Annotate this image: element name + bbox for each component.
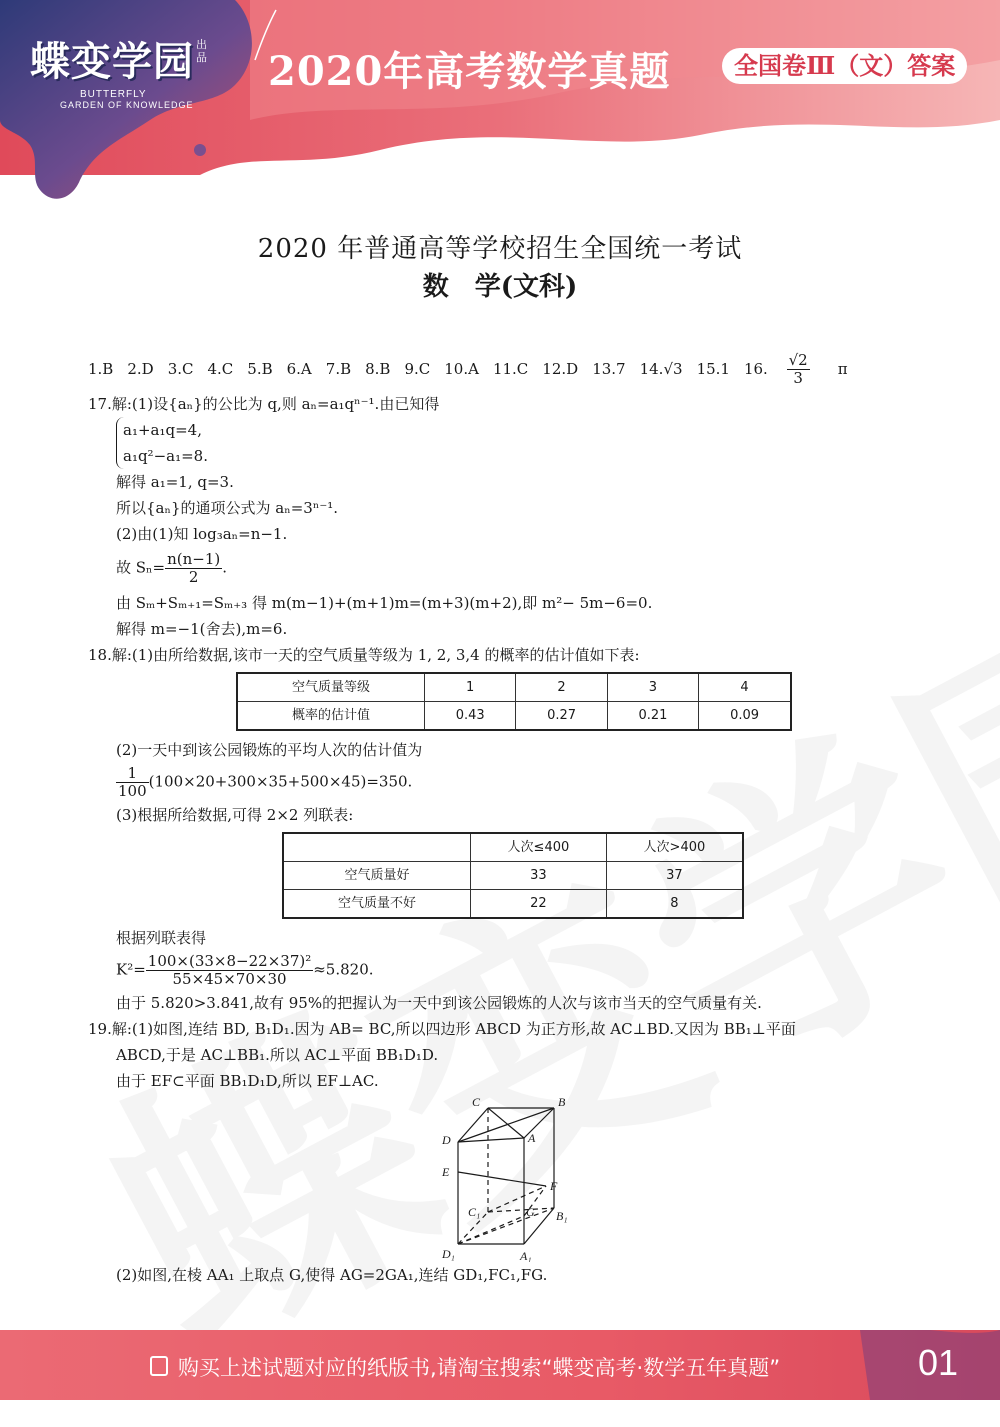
- fraction: $\frac{1}{100}$: [118, 764, 147, 800]
- table-cell: 空气质量等级: [237, 673, 425, 702]
- probability-table: [236, 672, 792, 731]
- answer-item: 15.1: [696, 359, 730, 378]
- table-row: [237, 673, 791, 702]
- contingency-table: [282, 832, 744, 919]
- table-cell: 1: [425, 673, 516, 702]
- logo-english-2: GARDEN OF KNOWLEDGE: [60, 100, 194, 110]
- table-cell: 2: [516, 673, 607, 702]
- prism-diagram: [428, 1094, 578, 1262]
- table-cell: 概率的估计值: [237, 702, 425, 731]
- label-C1: C₁: [468, 1205, 481, 1219]
- table-row: [283, 862, 743, 890]
- q18-average-formula: $\frac{1}{100}$ (100×20+300×35+500×45)=350.: [118, 764, 413, 800]
- label-D1: D₁: [442, 1247, 455, 1261]
- label-C: C: [472, 1095, 481, 1109]
- table-cell: 0.43: [425, 702, 516, 731]
- q19-line: (2)如图,在棱 AA₁ 上取点 G,使得 AG=2GA₁,连结 GD₁,FC₁,FG.: [116, 1266, 548, 1284]
- table-cell: [283, 833, 471, 862]
- answer-item: 8.B: [365, 359, 391, 378]
- table-row: [237, 702, 791, 731]
- table-row: [283, 833, 743, 862]
- table-cell: 0.09: [699, 702, 791, 731]
- q18-line: 18.解:(1)由所给数据,该市一天的空气质量等级为 1, 2, 3,4 的概率的估计值如下表:: [88, 646, 640, 664]
- paper-badge: 全国卷Ⅲ（文）答案: [722, 48, 967, 84]
- q19-line: 由于 EF⊂平面 BB₁D₁D,所以 EF⊥AC.: [116, 1072, 379, 1090]
- answer-item: 11.C: [492, 359, 529, 378]
- fraction: $\frac{n(n-1)}{2}$: [167, 550, 221, 586]
- table-cell: 人次≤400: [471, 833, 607, 862]
- answer-item: 1.B: [88, 359, 114, 378]
- footer-promo-text: 购买上述试题对应的纸版书,请淘宝搜索“蝶变高考·数学五年真题”: [178, 1356, 781, 1380]
- label-F: F: [550, 1179, 558, 1193]
- book-icon: [150, 1356, 168, 1376]
- table-cell: 人次>400: [606, 833, 743, 862]
- footer-bar: [0, 1330, 1000, 1400]
- table-cell: 0.21: [607, 702, 698, 731]
- k-square-formula: K²= $\frac{\text{100×(33×8−22×37)²}}{55\times 45\times 70\times 30}$ ≈5.820.: [116, 952, 374, 988]
- equation-system: a₁+a₁q=4, a₁q²−a₁=8.: [116, 417, 208, 469]
- table-cell: 3: [607, 673, 698, 702]
- q18-line: (2)一天中到该公园锻炼的平均人次的估计值为: [116, 741, 423, 759]
- document-title: 2020 年普通高等学校招生全国统一考试: [257, 234, 743, 264]
- brand-logo: [30, 30, 240, 110]
- table-cell: 8: [606, 890, 743, 919]
- table-cell: 22: [471, 890, 607, 919]
- prism-figure: [428, 1094, 578, 1262]
- probability-table-wrap: [236, 672, 928, 731]
- label-B: B: [558, 1095, 566, 1109]
- q17-system: [88, 417, 928, 469]
- logo-chinese: 蝶变学园: [30, 39, 194, 85]
- page-number: 01: [918, 1342, 959, 1383]
- q17-sum-formula: 故 Sₙ= $\frac{n(n-1)}{2}$ .: [116, 550, 228, 586]
- answer-item: 14.√3: [639, 359, 683, 378]
- table-cell: 37: [606, 862, 743, 890]
- label-E: E: [442, 1165, 450, 1179]
- answer-item: 13.7: [592, 359, 626, 378]
- q17-line: (2)由(1)知 log₃aₙ=n−1.: [116, 525, 288, 543]
- q19-line: 19.解:(1)如图,连结 BD, B₁D₁.因为 AB= BC,所以四边形 ABCD 为正方形,故 AC⊥BD.又因为 BB₁⊥平面: [88, 1020, 796, 1038]
- fraction: $\frac{√2}{3}$: [788, 351, 808, 387]
- table-row: [283, 890, 743, 919]
- answer-item: 10.A: [444, 359, 479, 378]
- choice-answers: [88, 352, 928, 387]
- table-cell: 33: [471, 862, 607, 890]
- q18-line: 根据列联表得: [116, 929, 207, 947]
- contingency-table-wrap: [282, 832, 928, 919]
- label-B1: B₁: [556, 1209, 568, 1223]
- q17-line: 由 Sₘ+Sₘ₊₁=Sₘ₊₃ 得 m(m−1)+(m+1)m=(m+3)(m+2),即 m²− 5m−6=0.: [116, 594, 653, 612]
- label-G: G: [526, 1205, 535, 1219]
- answer-item: 5.B: [247, 359, 273, 378]
- answer-item: 9.C: [404, 359, 431, 378]
- table-cell: 4: [699, 673, 791, 702]
- logo-side-text: 出品: [196, 38, 207, 64]
- answer-item: 4.C: [207, 359, 234, 378]
- answer-item: 7.B: [325, 359, 352, 378]
- answer-item: 2.D: [127, 359, 154, 378]
- banner-title: 2020年高考数学真题: [268, 48, 671, 95]
- q17-line: 解得 a₁=1, q=3.: [116, 473, 234, 491]
- q18-line: 由于 5.820>3.841,故有 95%的把握认为一天中到该公园锻炼的人次与该市当天的空气质量有关.: [116, 994, 762, 1012]
- document-subtitle: 数 学(文科): [422, 272, 578, 302]
- label-A: A: [528, 1131, 536, 1145]
- table-cell: 空气质量好: [283, 862, 471, 890]
- answer-content: [88, 352, 928, 1288]
- table-cell: 0.27: [516, 702, 607, 731]
- q18-line: (3)根据所给数据,可得 2×2 列联表:: [116, 806, 354, 824]
- q19-line: ABCD,于是 AC⊥BB₁.所以 AC⊥平面 BB₁D₁D.: [116, 1046, 439, 1064]
- fraction: $\frac{\text{100×(33×8−22×37)²}}{55\times 45\times 70\times 30}$: [147, 952, 312, 988]
- answer-item: 12.D: [542, 359, 579, 378]
- q17-line: 所以{aₙ}的通项公式为 aₙ=3ⁿ⁻¹.: [116, 499, 339, 517]
- q17-line: 17.解:(1)设{aₙ}的公比为 q,则 aₙ=a₁qⁿ⁻¹.由已知得: [88, 395, 440, 413]
- answer-16: 16. $\frac{√2}{3}$ π: [743, 351, 848, 387]
- label-D: D: [442, 1133, 451, 1147]
- answer-item: 6.A: [286, 359, 312, 378]
- q17-line: 解得 m=−1(舍去),m=6.: [116, 620, 288, 638]
- label-A1: A₁: [520, 1249, 532, 1262]
- header-banner: [0, 0, 1000, 210]
- table-cell: 空气质量不好: [283, 890, 471, 919]
- answer-item: 3.C: [167, 359, 194, 378]
- logo-english-1: BUTTERFLY: [80, 89, 147, 100]
